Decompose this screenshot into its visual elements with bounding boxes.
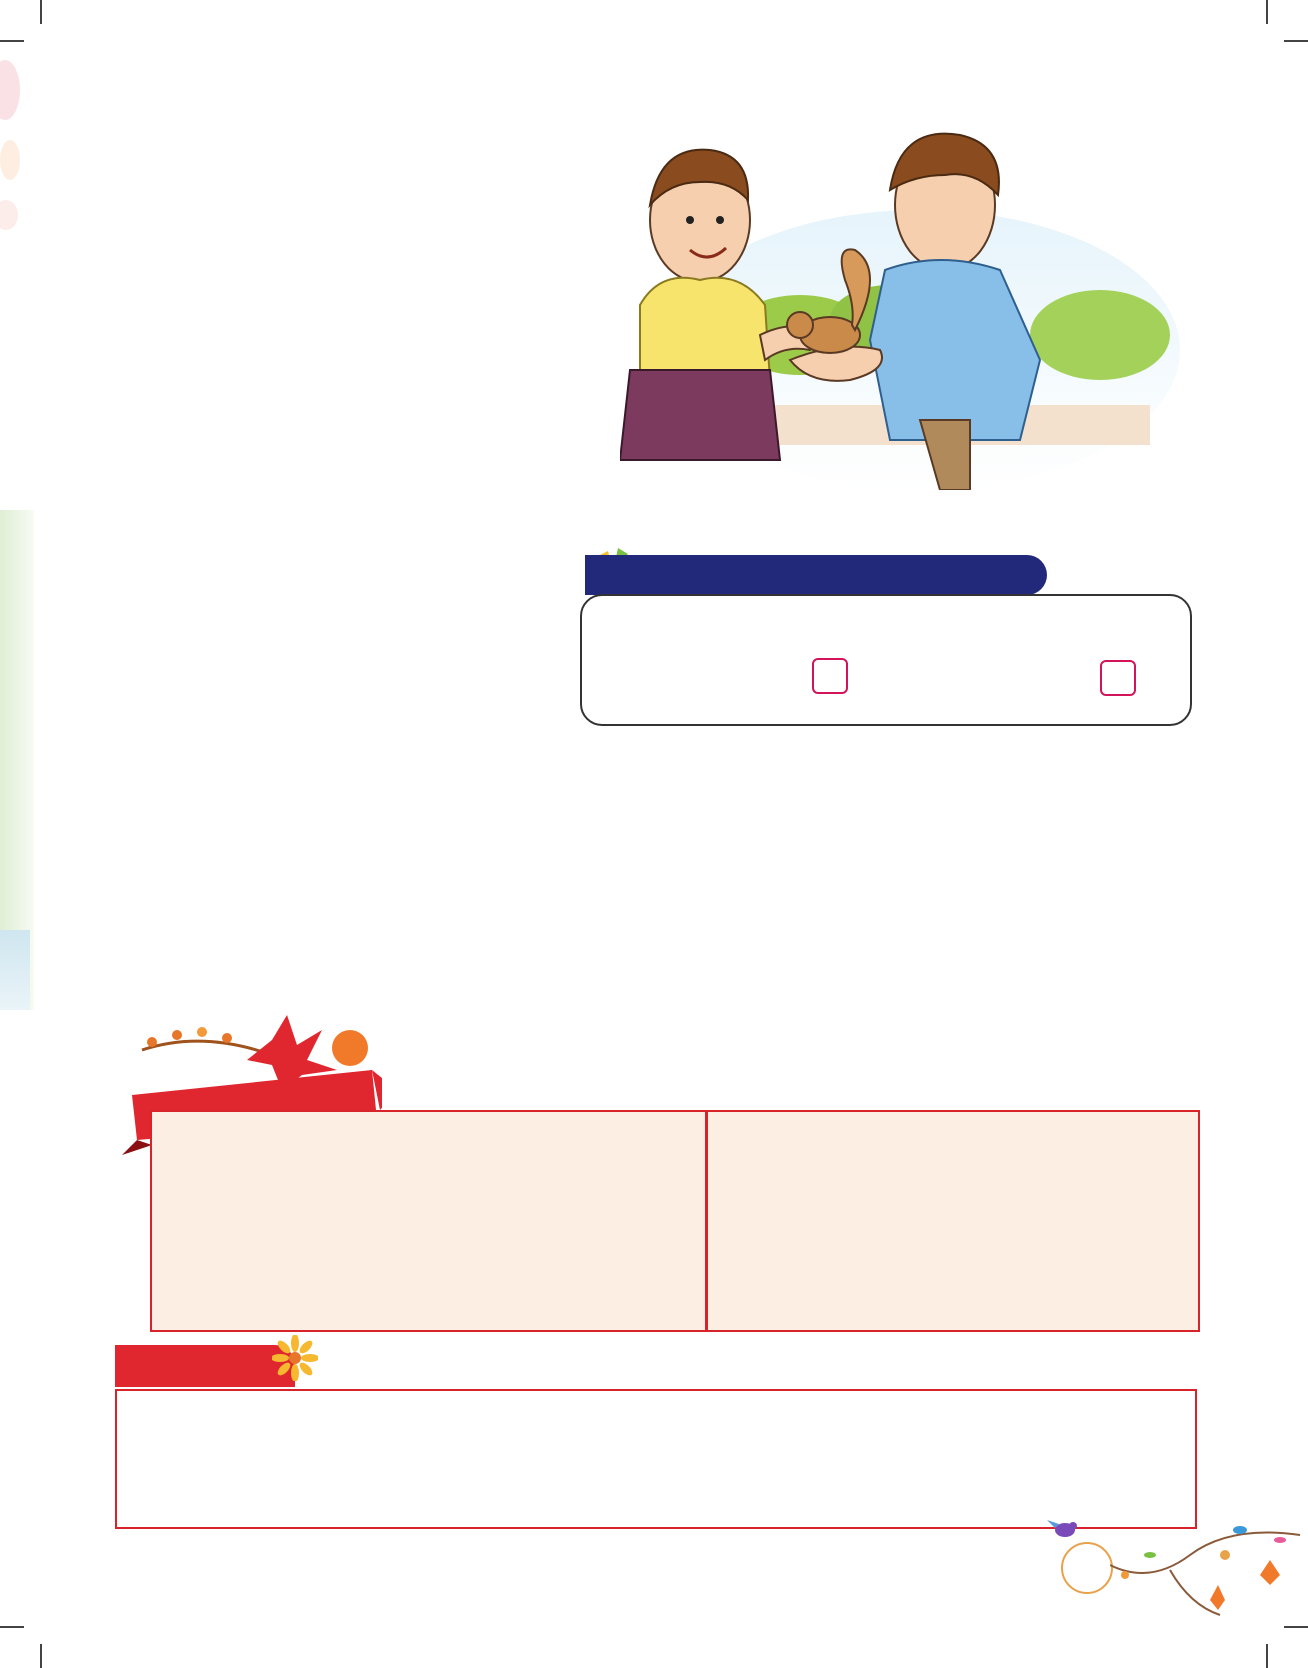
crop-mark: [1284, 40, 1308, 42]
vocab-divider: [705, 1110, 708, 1330]
crop-mark: [1266, 0, 1268, 24]
decorative-petal: [0, 140, 20, 180]
decorative-petal: [0, 60, 20, 120]
spelling-banner: [115, 1345, 295, 1387]
crop-mark: [0, 1626, 24, 1628]
left-decorative-water: [0, 930, 30, 1010]
question-box: [580, 594, 1192, 726]
crop-mark: [1284, 1626, 1308, 1628]
boys-with-squirrel-illustration: [620, 120, 1180, 490]
crop-mark: [1266, 1644, 1268, 1668]
bird-icon: [1045, 1510, 1085, 1546]
option-checkbox-1[interactable]: [812, 658, 848, 694]
page-number-circle: [1061, 1542, 1113, 1594]
option-checkbox-2[interactable]: [1100, 660, 1136, 696]
crop-mark: [0, 40, 24, 42]
crop-mark: [40, 0, 42, 24]
question-banner: [585, 555, 1047, 595]
vocab-table: [150, 1110, 1200, 1332]
flower-icon: [272, 1335, 318, 1381]
crop-mark: [40, 1644, 42, 1668]
vine-decoration: [1110, 1515, 1308, 1625]
decorative-petal: [0, 200, 18, 230]
spelling-table: [115, 1389, 1197, 1529]
